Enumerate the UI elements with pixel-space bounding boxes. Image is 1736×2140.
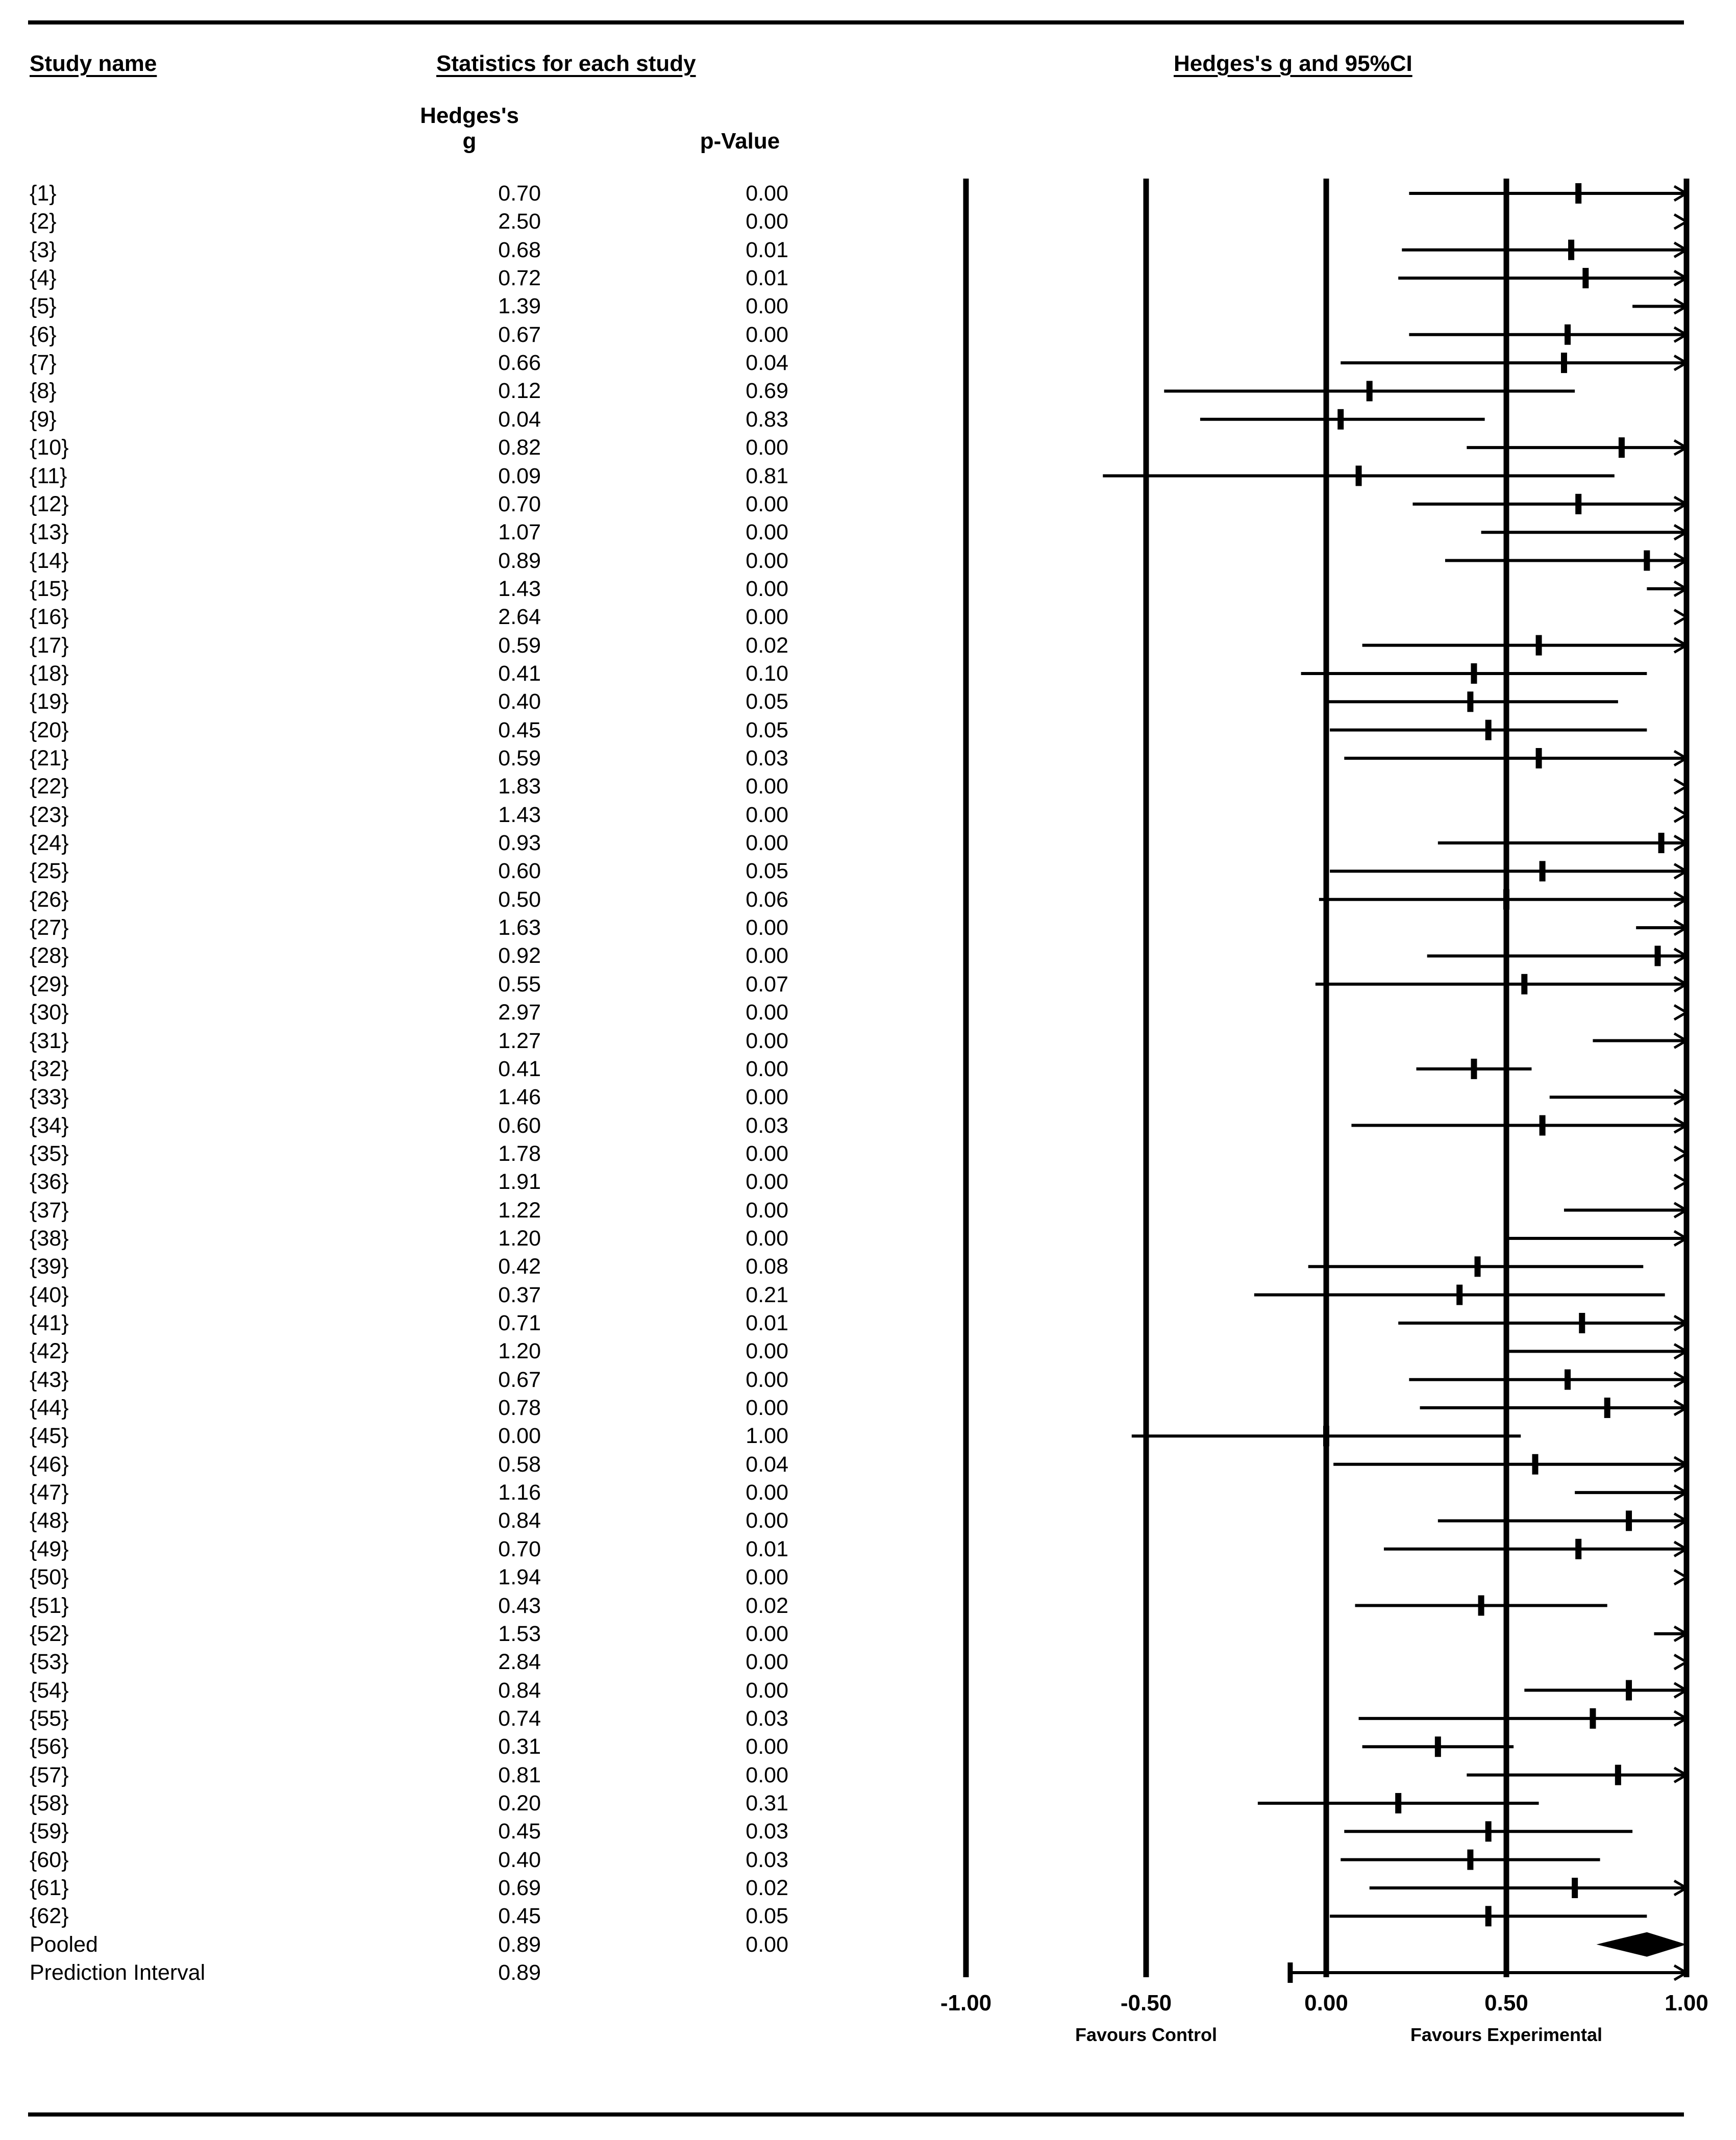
p-value-cell: 0.08 bbox=[746, 1254, 788, 1279]
hedges-g-cell: 0.93 bbox=[498, 831, 541, 856]
p-value-cell: 0.00 bbox=[746, 1480, 788, 1505]
effect-marker bbox=[1575, 1539, 1581, 1559]
p-value-cell: 0.69 bbox=[746, 379, 788, 404]
study-name-cell: {20} bbox=[30, 717, 69, 742]
hedges-g-cell: 0.89 bbox=[498, 1960, 541, 1985]
p-value-cell: 0.00 bbox=[746, 1508, 788, 1533]
hedges-g-cell: 0.72 bbox=[498, 266, 541, 291]
p-value-cell: 0.00 bbox=[746, 520, 788, 545]
study-name-cell: {45} bbox=[30, 1424, 69, 1449]
study-name-cell: {9} bbox=[30, 407, 57, 432]
hedges-g-cell: 0.20 bbox=[498, 1790, 541, 1815]
p-value-cell: 0.00 bbox=[746, 209, 788, 234]
p-value-cell: 0.00 bbox=[746, 548, 788, 573]
effect-marker bbox=[1395, 1793, 1401, 1813]
hedges-g-cell: 1.91 bbox=[498, 1169, 541, 1195]
study-name-cell: {44} bbox=[30, 1396, 69, 1421]
study-name-cell: {42} bbox=[30, 1339, 69, 1364]
hedges-g-cell: 0.45 bbox=[498, 1819, 541, 1844]
study-name-cell: {31} bbox=[30, 1028, 69, 1053]
hedges-g-cell: 2.50 bbox=[498, 209, 541, 234]
hedges-g-cell: 0.37 bbox=[498, 1282, 541, 1307]
hedges-g-cell: 0.31 bbox=[498, 1734, 541, 1759]
p-value-cell: 0.03 bbox=[746, 1706, 788, 1731]
hedges-g-cell: 0.00 bbox=[498, 1424, 541, 1449]
effect-marker bbox=[1532, 1454, 1538, 1475]
hedges-g-cell: 0.67 bbox=[498, 1367, 541, 1392]
hedges-g-cell: 0.58 bbox=[498, 1452, 541, 1477]
study-name-cell: {15} bbox=[30, 576, 69, 601]
study-name-cell: {29} bbox=[30, 972, 69, 997]
p-value-cell: 0.00 bbox=[746, 605, 788, 630]
effect-marker bbox=[1540, 861, 1546, 881]
study-name-cell: {24} bbox=[30, 831, 69, 856]
effect-marker bbox=[1467, 691, 1473, 712]
p-value-cell: 0.00 bbox=[746, 915, 788, 940]
effect-marker bbox=[1579, 1313, 1585, 1333]
effect-marker bbox=[1467, 1850, 1473, 1870]
p-value-cell: 0.00 bbox=[746, 491, 788, 516]
hedges-g-cell: 1.27 bbox=[498, 1028, 541, 1053]
study-name-cell: {41} bbox=[30, 1311, 69, 1335]
hedges-g-cell: 0.70 bbox=[498, 491, 541, 516]
p-value-cell: 0.00 bbox=[746, 943, 788, 968]
p-value-cell: 0.06 bbox=[746, 887, 788, 912]
p-value-cell: 0.00 bbox=[746, 322, 788, 347]
study-name-cell: {12} bbox=[30, 491, 69, 516]
study-name-cell: {25} bbox=[30, 859, 69, 884]
effect-marker bbox=[1435, 1736, 1441, 1757]
hedges-g-cell: 0.84 bbox=[498, 1678, 541, 1703]
p-value-cell: 0.03 bbox=[746, 1113, 788, 1138]
p-value-cell: 0.03 bbox=[746, 1847, 788, 1872]
effect-marker bbox=[1356, 466, 1362, 486]
p-value-cell: 0.02 bbox=[746, 633, 788, 658]
study-name-cell: {16} bbox=[30, 605, 69, 630]
hedges-g-cell: 1.94 bbox=[498, 1565, 541, 1590]
study-name-cell: {46} bbox=[30, 1452, 69, 1477]
hedges-g-cell: 1.43 bbox=[498, 802, 541, 827]
study-name-cell: {19} bbox=[30, 689, 69, 714]
hedges-g-cell: 0.84 bbox=[498, 1508, 541, 1533]
effect-marker bbox=[1615, 1765, 1621, 1785]
effect-marker bbox=[1565, 325, 1571, 345]
hedges-g-cell: 0.70 bbox=[498, 1536, 541, 1561]
study-name-cell: {39} bbox=[30, 1254, 69, 1279]
x-tick-label: 0.50 bbox=[1484, 1990, 1528, 2015]
study-name-cell: {8} bbox=[30, 379, 57, 404]
study-name-cell: {37} bbox=[30, 1198, 69, 1223]
p-value-cell: 0.03 bbox=[746, 746, 788, 770]
effect-marker bbox=[1565, 1370, 1571, 1390]
effect-marker bbox=[1475, 1256, 1481, 1277]
hedges-g-cell: 0.66 bbox=[498, 351, 541, 376]
hedges-g-cell: 0.45 bbox=[498, 1904, 541, 1929]
effect-marker bbox=[1521, 974, 1527, 994]
p-value-cell: 0.00 bbox=[746, 1339, 788, 1364]
hedges-g-cell: 0.71 bbox=[498, 1311, 541, 1335]
hedges-g-cell: 1.43 bbox=[498, 576, 541, 601]
hedges-g-cell: 0.59 bbox=[498, 633, 541, 658]
hedges-g-cell: 0.04 bbox=[498, 407, 541, 432]
effect-marker bbox=[1367, 381, 1373, 401]
study-name-cell: {56} bbox=[30, 1734, 69, 1759]
study-name-cell: {14} bbox=[30, 548, 69, 573]
effect-marker bbox=[1619, 437, 1625, 458]
hedges-g-cell: 0.09 bbox=[498, 463, 541, 488]
hedges-g-cell: 0.69 bbox=[498, 1876, 541, 1900]
p-value-cell: 0.05 bbox=[746, 689, 788, 714]
effect-marker bbox=[1604, 1398, 1610, 1418]
study-name-cell: {34} bbox=[30, 1113, 69, 1138]
effect-marker bbox=[1485, 720, 1492, 740]
hedges-g-cell: 1.20 bbox=[498, 1339, 541, 1364]
hedges-g-cell: 2.84 bbox=[498, 1650, 541, 1675]
p-value-cell: 0.05 bbox=[746, 717, 788, 742]
hedges-g-cell: 2.64 bbox=[498, 605, 541, 630]
x-tick-label: 0.00 bbox=[1304, 1990, 1348, 2015]
study-name-cell: {61} bbox=[30, 1876, 69, 1900]
study-name-cell: {32} bbox=[30, 1056, 69, 1081]
hedges-g-cell: 0.60 bbox=[498, 859, 541, 884]
hedges-g-cell: 1.53 bbox=[498, 1621, 541, 1646]
p-value-cell: 0.00 bbox=[746, 1056, 788, 1081]
p-value-cell: 0.05 bbox=[746, 859, 788, 884]
hedges-g-cell: 1.22 bbox=[498, 1198, 541, 1223]
study-name-cell: Pooled bbox=[30, 1932, 98, 1957]
study-name-cell: {55} bbox=[30, 1706, 69, 1731]
p-value-cell: 0.00 bbox=[746, 181, 788, 206]
effect-marker bbox=[1590, 1708, 1596, 1729]
effect-marker bbox=[1471, 1059, 1477, 1079]
p-value-cell: 0.01 bbox=[746, 1536, 788, 1561]
p-value-cell: 0.04 bbox=[746, 351, 788, 376]
effect-marker bbox=[1485, 1906, 1492, 1926]
study-name-cell: {2} bbox=[30, 209, 57, 234]
effect-marker bbox=[1503, 889, 1509, 910]
study-name-cell: {23} bbox=[30, 802, 69, 827]
hedges-g-cell: 0.92 bbox=[498, 943, 541, 968]
hedges-g-cell: 0.60 bbox=[498, 1113, 541, 1138]
study-name-cell: {60} bbox=[30, 1847, 69, 1872]
p-value-cell: 0.31 bbox=[746, 1790, 788, 1815]
hedges-g-cell: 0.74 bbox=[498, 1706, 541, 1731]
p-value-cell: 0.00 bbox=[746, 1085, 788, 1110]
study-name-cell: {49} bbox=[30, 1536, 69, 1561]
x-tick-label: -0.50 bbox=[1120, 1990, 1172, 2015]
study-name-cell: {50} bbox=[30, 1565, 69, 1590]
p-value-cell: 0.00 bbox=[746, 1000, 788, 1025]
p-value-cell: 0.02 bbox=[746, 1876, 788, 1900]
hedges-g-cell: 0.50 bbox=[498, 887, 541, 912]
study-name-cell: {28} bbox=[30, 943, 69, 968]
p-value-cell: 0.00 bbox=[746, 1141, 788, 1166]
p-value-cell: 0.00 bbox=[746, 1565, 788, 1590]
effect-marker bbox=[1471, 663, 1477, 684]
effect-marker bbox=[1485, 1821, 1492, 1842]
study-name-cell: {5} bbox=[30, 294, 57, 319]
hedges-g-cell: 0.89 bbox=[498, 1932, 541, 1957]
hedges-g-cell: 0.81 bbox=[498, 1762, 541, 1787]
effect-marker bbox=[1575, 183, 1581, 204]
effect-marker bbox=[1626, 1680, 1632, 1701]
study-name-cell: {3} bbox=[30, 237, 57, 262]
hedges-g-cell: 1.20 bbox=[498, 1226, 541, 1251]
p-value-cell: 0.07 bbox=[746, 972, 788, 997]
hedges-g-cell: 1.78 bbox=[498, 1141, 541, 1166]
hedges-g-cell: 0.55 bbox=[498, 972, 541, 997]
plot-header: Hedges's g and 95%CI bbox=[1174, 51, 1412, 76]
hedges-g-cell: 0.68 bbox=[498, 237, 541, 262]
p-value-cell: 0.00 bbox=[746, 1396, 788, 1421]
effect-marker bbox=[1572, 1878, 1578, 1898]
p-value-cell: 0.00 bbox=[746, 1734, 788, 1759]
p-value-cell: 0.04 bbox=[746, 1452, 788, 1477]
p-value-cell: 0.00 bbox=[746, 1169, 788, 1195]
study-name-cell: {40} bbox=[30, 1282, 69, 1307]
hedges-g-cell: 0.78 bbox=[498, 1396, 541, 1421]
pooled-diamond bbox=[1597, 1932, 1687, 1957]
hedges-g-cell: 1.83 bbox=[498, 774, 541, 799]
hedges-g-cell: 1.63 bbox=[498, 915, 541, 940]
study-name-cell: {58} bbox=[30, 1790, 69, 1815]
study-name-cell: {6} bbox=[30, 322, 57, 347]
p-value-cell: 0.00 bbox=[746, 802, 788, 827]
hedges-g-cell: 1.16 bbox=[498, 1480, 541, 1505]
study-name-cell: {53} bbox=[30, 1650, 69, 1675]
hedges-g-header-line1: Hedges's bbox=[420, 103, 519, 128]
p-value-cell: 0.10 bbox=[746, 661, 788, 686]
p-value-cell: 0.00 bbox=[746, 1367, 788, 1392]
effect-marker bbox=[1561, 353, 1567, 373]
study-name-cell: {17} bbox=[30, 633, 69, 658]
study-name-cell: {62} bbox=[30, 1904, 69, 1929]
study-name-cell: {7} bbox=[30, 351, 57, 376]
hedges-g-cell: 0.45 bbox=[498, 717, 541, 742]
study-name-cell: {51} bbox=[30, 1593, 69, 1618]
p-value-cell: 0.01 bbox=[746, 266, 788, 291]
p-value-cell: 0.01 bbox=[746, 1311, 788, 1335]
effect-marker bbox=[1644, 551, 1650, 571]
hedges-g-cell: 0.67 bbox=[498, 322, 541, 347]
p-value-cell: 0.00 bbox=[746, 1621, 788, 1646]
study-name-cell: {35} bbox=[30, 1141, 69, 1166]
favours-experimental-label: Favours Experimental bbox=[1410, 2024, 1603, 2045]
p-value-cell: 0.00 bbox=[746, 1678, 788, 1703]
study-name-cell: {4} bbox=[30, 266, 57, 291]
effect-marker bbox=[1536, 635, 1542, 656]
study-name-cell: {52} bbox=[30, 1621, 69, 1646]
hedges-g-cell: 0.40 bbox=[498, 1847, 541, 1872]
effect-marker bbox=[1568, 240, 1574, 260]
p-value-cell: 0.02 bbox=[746, 1593, 788, 1618]
effect-marker bbox=[1456, 1285, 1462, 1305]
hedges-g-cell: 0.70 bbox=[498, 181, 541, 206]
hedges-g-cell: 0.82 bbox=[498, 435, 541, 460]
study-name-cell: {36} bbox=[30, 1169, 69, 1195]
effect-marker bbox=[1626, 1510, 1632, 1531]
hedges-g-cell: 2.97 bbox=[498, 1000, 541, 1025]
effect-marker bbox=[1582, 268, 1589, 288]
hedges-g-cell: 1.07 bbox=[498, 520, 541, 545]
study-name-header: Study name bbox=[30, 51, 157, 76]
hedges-g-cell: 1.39 bbox=[498, 294, 541, 319]
p-value-cell: 0.00 bbox=[746, 1932, 788, 1957]
effect-marker bbox=[1655, 945, 1661, 966]
study-name-cell: {59} bbox=[30, 1819, 69, 1844]
prediction-interval-cap bbox=[1287, 1962, 1293, 1983]
p-value-cell: 0.03 bbox=[746, 1819, 788, 1844]
p-value-cell: 0.00 bbox=[746, 831, 788, 856]
p-value-cell: 0.00 bbox=[746, 435, 788, 460]
p-value-cell: 0.00 bbox=[746, 1198, 788, 1223]
hedges-g-header-line2: g bbox=[462, 129, 477, 154]
hedges-g-cell: 0.42 bbox=[498, 1254, 541, 1279]
p-value-cell: 0.00 bbox=[746, 1650, 788, 1675]
study-name-cell: {30} bbox=[30, 1000, 69, 1025]
hedges-g-cell: 0.12 bbox=[498, 379, 541, 404]
x-tick-label: 1.00 bbox=[1665, 1990, 1708, 2015]
study-name-cell: {43} bbox=[30, 1367, 69, 1392]
hedges-g-cell: 0.89 bbox=[498, 548, 541, 573]
study-name-cell: {21} bbox=[30, 746, 69, 770]
study-name-cell: Prediction Interval bbox=[30, 1960, 206, 1985]
favours-control-label: Favours Control bbox=[1075, 2024, 1218, 2045]
study-name-cell: {1} bbox=[30, 181, 57, 206]
p-value-cell: 0.00 bbox=[746, 294, 788, 319]
p-value-cell: 0.00 bbox=[746, 576, 788, 601]
x-tick-label: -1.00 bbox=[940, 1990, 992, 2015]
stats-header: Statistics for each study bbox=[436, 51, 696, 76]
study-name-cell: {26} bbox=[30, 887, 69, 912]
p-value-cell: 0.81 bbox=[746, 463, 788, 488]
study-name-cell: {48} bbox=[30, 1508, 69, 1533]
study-name-cell: {47} bbox=[30, 1480, 69, 1505]
hedges-g-cell: 0.59 bbox=[498, 746, 541, 770]
study-name-cell: {11} bbox=[30, 463, 67, 488]
hedges-g-cell: 0.43 bbox=[498, 1593, 541, 1618]
p-value-col-header: p-Value bbox=[700, 129, 780, 154]
p-value-cell: 0.05 bbox=[746, 1904, 788, 1929]
effect-marker bbox=[1337, 409, 1344, 430]
p-value-cell: 0.83 bbox=[746, 407, 788, 432]
p-value-cell: 0.00 bbox=[746, 1762, 788, 1787]
study-name-cell: {54} bbox=[30, 1678, 69, 1703]
hedges-g-cell: 0.40 bbox=[498, 689, 541, 714]
hedges-g-cell: 0.41 bbox=[498, 1056, 541, 1081]
effect-marker bbox=[1575, 494, 1581, 514]
p-value-cell: 0.21 bbox=[746, 1282, 788, 1307]
study-name-cell: {10} bbox=[30, 435, 69, 460]
study-name-cell: {38} bbox=[30, 1226, 69, 1251]
study-name-cell: {33} bbox=[30, 1085, 69, 1110]
effect-marker bbox=[1540, 1115, 1546, 1136]
study-name-cell: {27} bbox=[30, 915, 69, 940]
study-name-cell: {13} bbox=[30, 520, 69, 545]
p-value-cell: 0.00 bbox=[746, 1028, 788, 1053]
effect-marker bbox=[1478, 1596, 1484, 1616]
study-name-cell: {57} bbox=[30, 1762, 69, 1787]
hedges-g-cell: 1.46 bbox=[498, 1085, 541, 1110]
effect-marker bbox=[1658, 833, 1665, 853]
study-name-cell: {18} bbox=[30, 661, 69, 686]
p-value-cell: 1.00 bbox=[746, 1424, 788, 1449]
effect-marker bbox=[1536, 748, 1542, 768]
p-value-cell: 0.00 bbox=[746, 774, 788, 799]
effect-marker bbox=[1323, 1426, 1329, 1446]
hedges-g-cell: 0.41 bbox=[498, 661, 541, 686]
study-name-cell: {22} bbox=[30, 774, 69, 799]
p-value-cell: 0.00 bbox=[746, 1226, 788, 1251]
p-value-cell: 0.01 bbox=[746, 237, 788, 262]
